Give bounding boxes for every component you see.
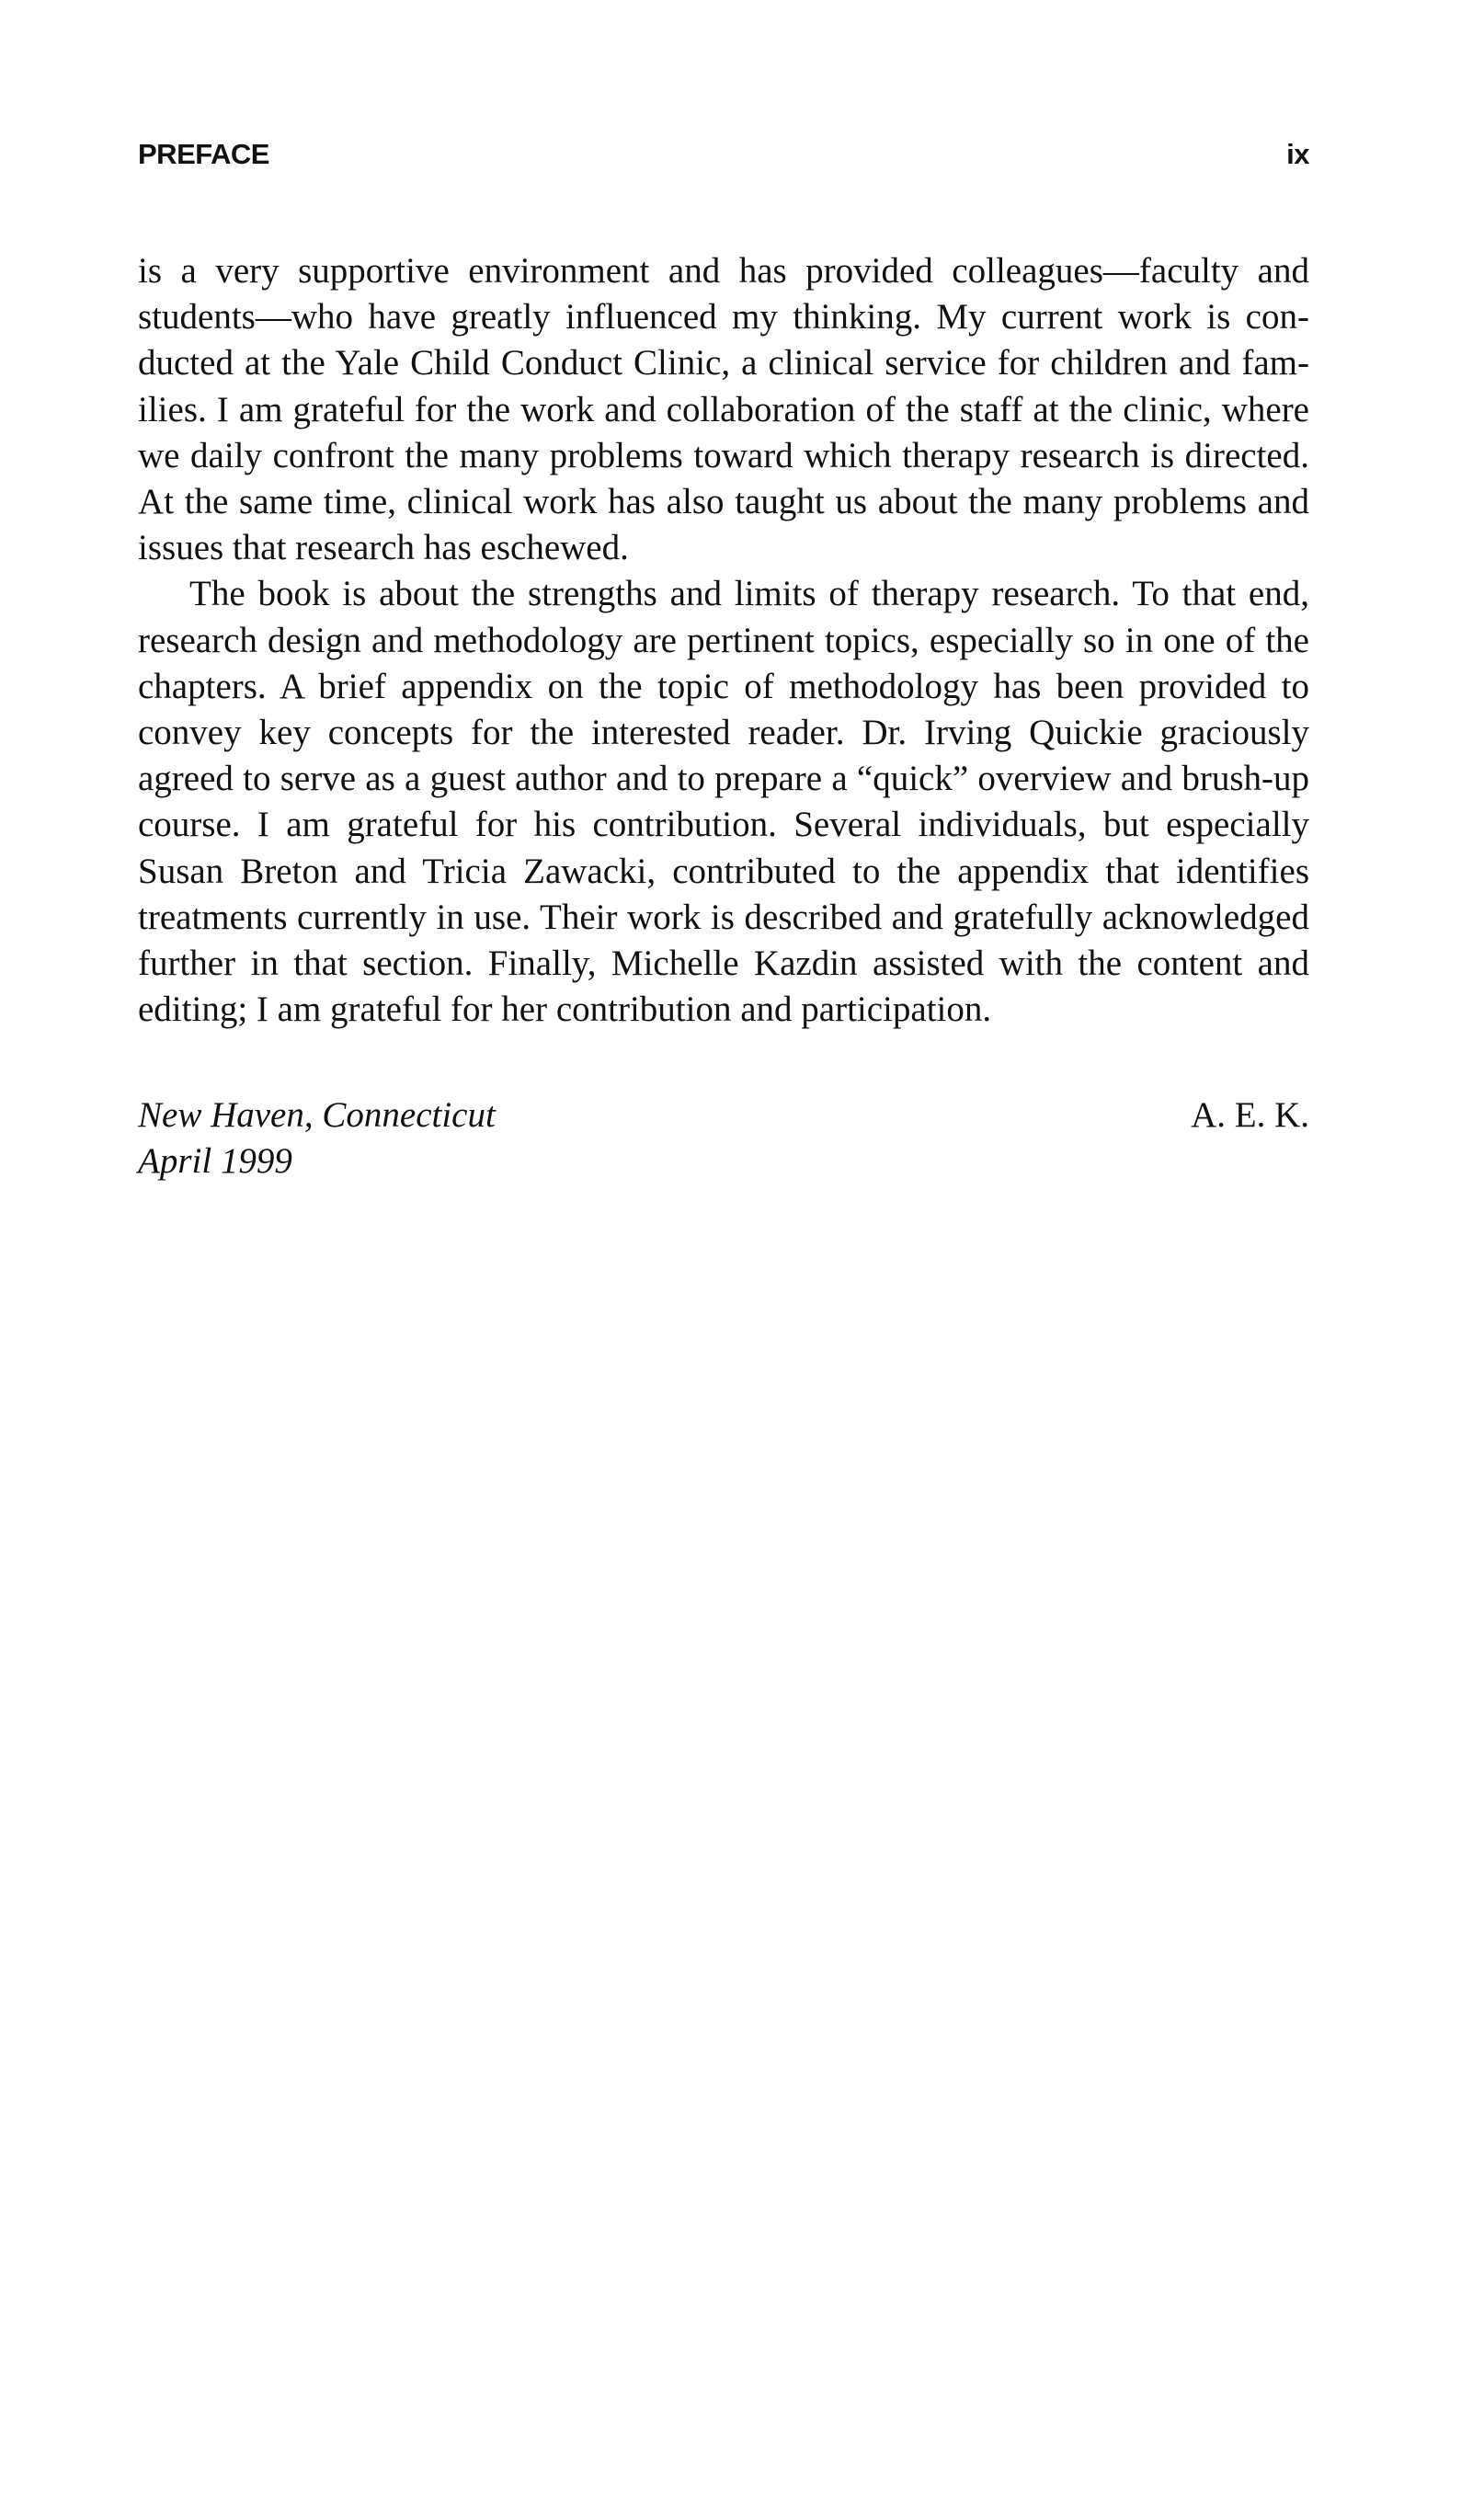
signoff-date: April 1999 (138, 1141, 292, 1182)
section-title: PREFACE (138, 138, 269, 170)
running-head (138, 134, 1309, 175)
author-initials: A. E. K. (1191, 1095, 1309, 1135)
place-date (138, 1092, 1309, 1184)
page-number: ix (1286, 138, 1309, 170)
paragraph-research: The book is about the strengths and limits of therapy research. To that end, research design and methodology are pertinent topics, especially so in one of the chapters. A brief appendix on the topic of methodology has been provided to convey key concepts for the interested reader. Dr. Irving Quickie graciously agreed to serve as a guest author and to prepare a “quick” overview and brush-up course. I am grateful for his contribution. Several individuals, but especially Susan Breton and Tricia Zawacki, contributed to the appendix that identifies treatments currently in use. Their work is described and gratefully acknowledged further in that section. Finally, Michelle Kazdin assisted with the content and editing; I am grateful for her contribution and participation. (138, 574, 1309, 1030)
signoff (138, 1092, 1309, 1184)
preface-body (138, 248, 1309, 1033)
paragraph-continued: is a very supportive environment and has provided colleagues—faculty and students—who have greatly influenced my thinking. My current work is conducted at the Yale Child Conduct Clinic, a clinical service for children and families. I am grateful for the work and collaboration of the staff at the clinic, where we daily confront the many problems toward which therapy research is directed. At the same time, clinical work has also taught us about the many problems and issues that research has eschewed. (138, 251, 1309, 568)
signoff-place: New Haven, Connecticut (138, 1095, 496, 1135)
